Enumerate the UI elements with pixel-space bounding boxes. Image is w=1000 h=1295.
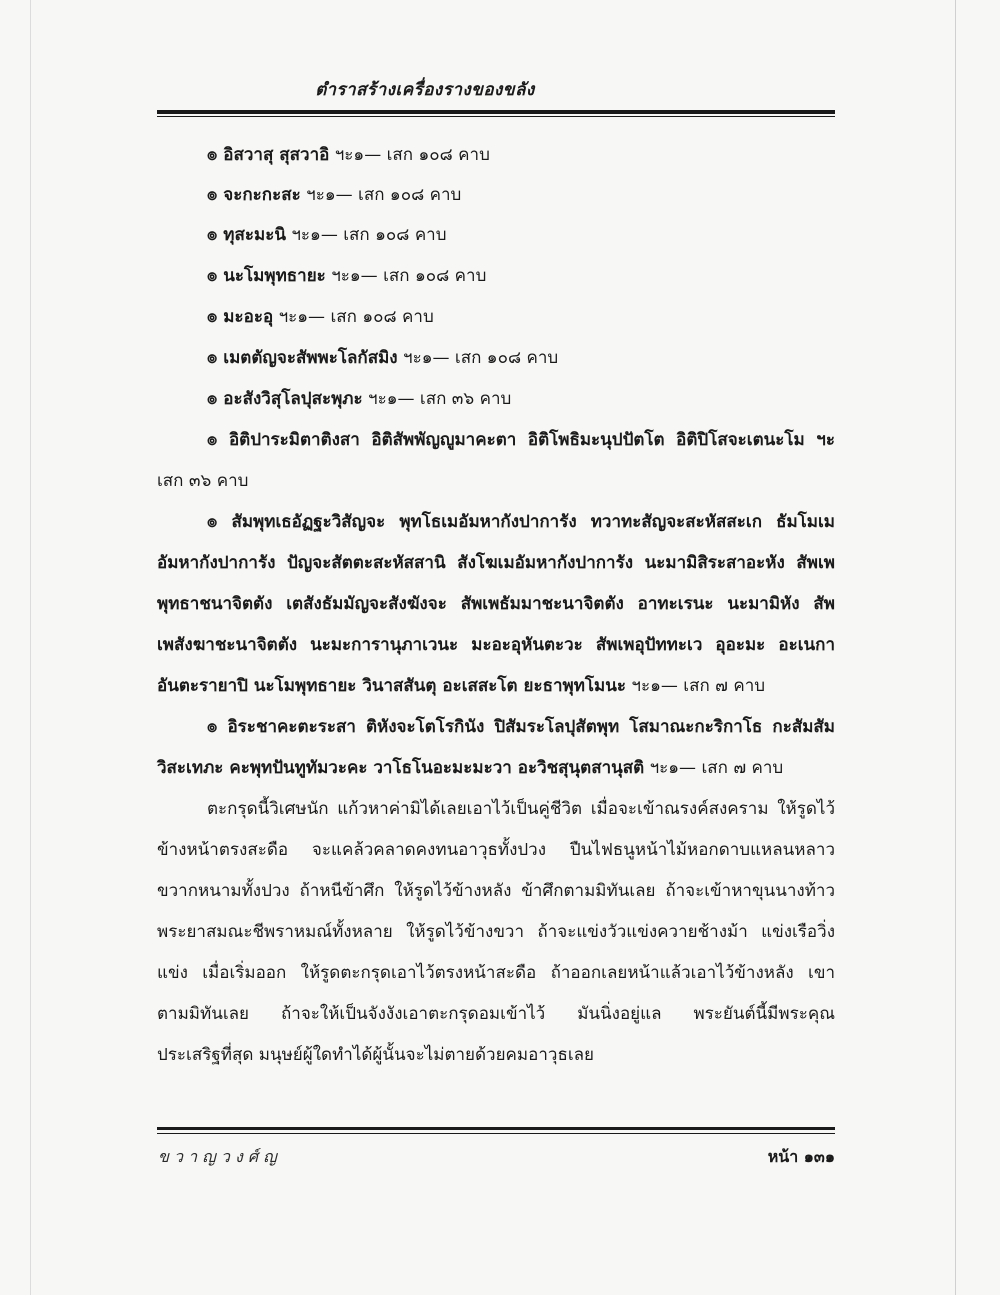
- header-rule-thin: [157, 116, 835, 117]
- instruction-text: เสก ๓๖ คาบ: [157, 471, 249, 491]
- text-line: [157, 469, 248, 493]
- incantation-text: ๏ มะอะอุ: [207, 307, 274, 327]
- instruction-text: ฯะ๑— เสก ๑๐๘ คาบ: [325, 266, 487, 286]
- text-line: [207, 428, 835, 452]
- footer-rule-thick: [157, 1127, 835, 1130]
- text-line: [207, 346, 558, 370]
- text-line: [157, 592, 835, 616]
- incantation-text: ๏ เมตตัญจะสัพพะโลกัสมิง: [207, 348, 398, 368]
- instruction-text: ฯะ๑— เสก ๑๐๘ คาบ: [285, 225, 447, 245]
- text-line: [157, 674, 765, 698]
- text-line: [207, 797, 835, 821]
- instruction-text: ฯะ๑— เสก ๑๐๘ คาบ: [329, 145, 490, 165]
- instruction-text: ฯะ๑— เสก ๗ คาบ: [644, 758, 784, 778]
- instruction-text: ประเสริฐที่สุด มนุษย์ผู้ใดทำได้ผู้นั้นจะไม่ตายด้วยคมอาวุธเลย: [157, 1045, 595, 1065]
- instruction-text: แข่ง เมื่อเริ่มออก ให้รูดตะกรุดเอาไว้ตรงหน้าสะดือ ถ้าออกเลยหน้าแล้วเอาไว้ข้างหลัง เขา: [157, 963, 835, 983]
- text-line: [207, 305, 434, 329]
- incantation-text: อันตะรายาปิ นะโมพุทธายะ วินาสสันตุ อะเสสะโต ยะธาพุทโมนะ: [157, 676, 627, 696]
- text-line: [207, 183, 461, 207]
- incantation-text: ๏ อิสวาสุ สุสวาอิ: [207, 145, 330, 165]
- footer-rule-thin: [157, 1133, 835, 1134]
- instruction-text: ข้างหน้าตรงสะดือ จะแคล้วคลาดคงทนอาวุธทั้งปวง ปืนไฟธนูหน้าไม้หอกดาบแหลนหลาว: [157, 840, 835, 860]
- incantation-text: ๏ จะกะกะสะ: [207, 185, 301, 205]
- text-line: [157, 633, 835, 657]
- scan-edge-left: [30, 0, 31, 1295]
- instruction-text: ตามมิทันเลย ถ้าจะให้เป็นจังงังเอาตะกรุดอมเข้าไว้ มันนิ่งอยู่แล พระยันต์นี้มีพระคุณ: [157, 1004, 835, 1024]
- text-line: [207, 143, 490, 167]
- text-line: [157, 879, 835, 903]
- incantation-text: ๏ สัมพุทเธอัฏฐะวิสัญจะ พุทโธเมอัมหากังปาการัง ทวาทะสัญจะสะหัสสะเก ธัมโมเม: [207, 512, 835, 532]
- text-line: [207, 510, 835, 534]
- incantation-text: วิสะเทภะ คะพุทปันทูทัมวะคะ วาโธโนอะมะมะวา อะวิชสุนุตสานุสติ: [157, 758, 645, 778]
- incantation-text: ๏ อะสังวิสุโลปุสะพุภะ: [207, 389, 363, 409]
- header-rule-thick: [157, 110, 835, 114]
- text-line: [157, 920, 835, 944]
- incantation-text: ๏ อิระชาคะตะระสา ติหังจะโตโรกินัง ปิสัมระโลปุสัตพุท โสมาณะกะริกาโธ กะสัมสัม: [207, 717, 835, 737]
- incantation-text: ๏ อิติปาระมิตาติงสา อิติสัพพัญญูมาคะตา อิติโพธิมะนุปปัตโต อิติปิโสจะเตนะโม ฯะ: [207, 430, 835, 450]
- instruction-text: ฯะ๑— เสก ๗ คาบ: [626, 676, 766, 696]
- text-line: [157, 1043, 594, 1067]
- text-line: [207, 715, 835, 739]
- scan-edge-right: [955, 0, 956, 1295]
- text-line: [207, 223, 447, 247]
- text-line: [157, 756, 783, 780]
- incantation-text: ๏ ทุสะมะนิ: [207, 225, 286, 245]
- instruction-text: ฯะ๑— เสก ๑๐๘ คาบ: [397, 348, 559, 368]
- incantation-text: พุทธาชนาจิตตัง เตสังธัมมัญจะสังฆังจะ สัพเพธัมมาชะนาจิตตัง อาทะเรนะ นะมามิหัง สัพ: [157, 594, 835, 614]
- running-header-title: ตำราสร้างเครื่องรางของขลัง: [315, 80, 535, 100]
- text-line: [157, 961, 835, 985]
- text-line: [207, 264, 486, 288]
- page-number: หน้า ๑๓๑: [767, 1147, 835, 1166]
- text-line: [157, 551, 835, 575]
- footer-signature: ข ว า ญ ว ง ศ์ ญ: [158, 1147, 277, 1166]
- instruction-text: ขวากหนามทั้งปวง ถ้าหนีข้าศึก ให้รูดไว้ข้างหลัง ข้าศึกตามมิทันเลย ถ้าจะเข้าหาขุนนางท้าว: [157, 881, 835, 901]
- incantation-text: ๏ นะโมพุทธายะ: [207, 266, 326, 286]
- instruction-text: ตะกรุดนี้วิเศษนัก แก้วหาค่ามิได้เลยเอาไว้เป็นคู่ชีวิต เมื่อจะเข้าณรงค์สงคราม ให้รูดไว้: [207, 799, 835, 819]
- text-line: [157, 1002, 835, 1026]
- instruction-text: ฯะ๑— เสก ๑๐๘ คาบ: [273, 307, 434, 327]
- text-line: [157, 838, 835, 862]
- incantation-text: เพสังฆาชะนาจิตตัง นะมะการานุภาเวนะ มะอะอุหันตะวะ สัพเพอุปัททะเว อุอะมะ อะเนกา: [157, 635, 835, 655]
- instruction-text: ฯะ๑— เสก ๓๖ คาบ: [362, 389, 512, 409]
- incantation-text: อัมหากังปาการัง ปัญจะสัตตะสะหัสสานิ สังโฆเมอัมหากังปาการัง นะมามิสิระสาอะหัง สัพเพ: [157, 553, 835, 573]
- text-line: [207, 387, 511, 411]
- instruction-text: ฯะ๑— เสก ๑๐๘ คาบ: [300, 185, 462, 205]
- instruction-text: พระยาสมณะชีพราหมณ์ทั้งหลาย ให้รูดไว้ข้างขวา ถ้าจะแข่งวัวแข่งควายช้างม้า แข่งเรือวิ่ง: [157, 922, 835, 942]
